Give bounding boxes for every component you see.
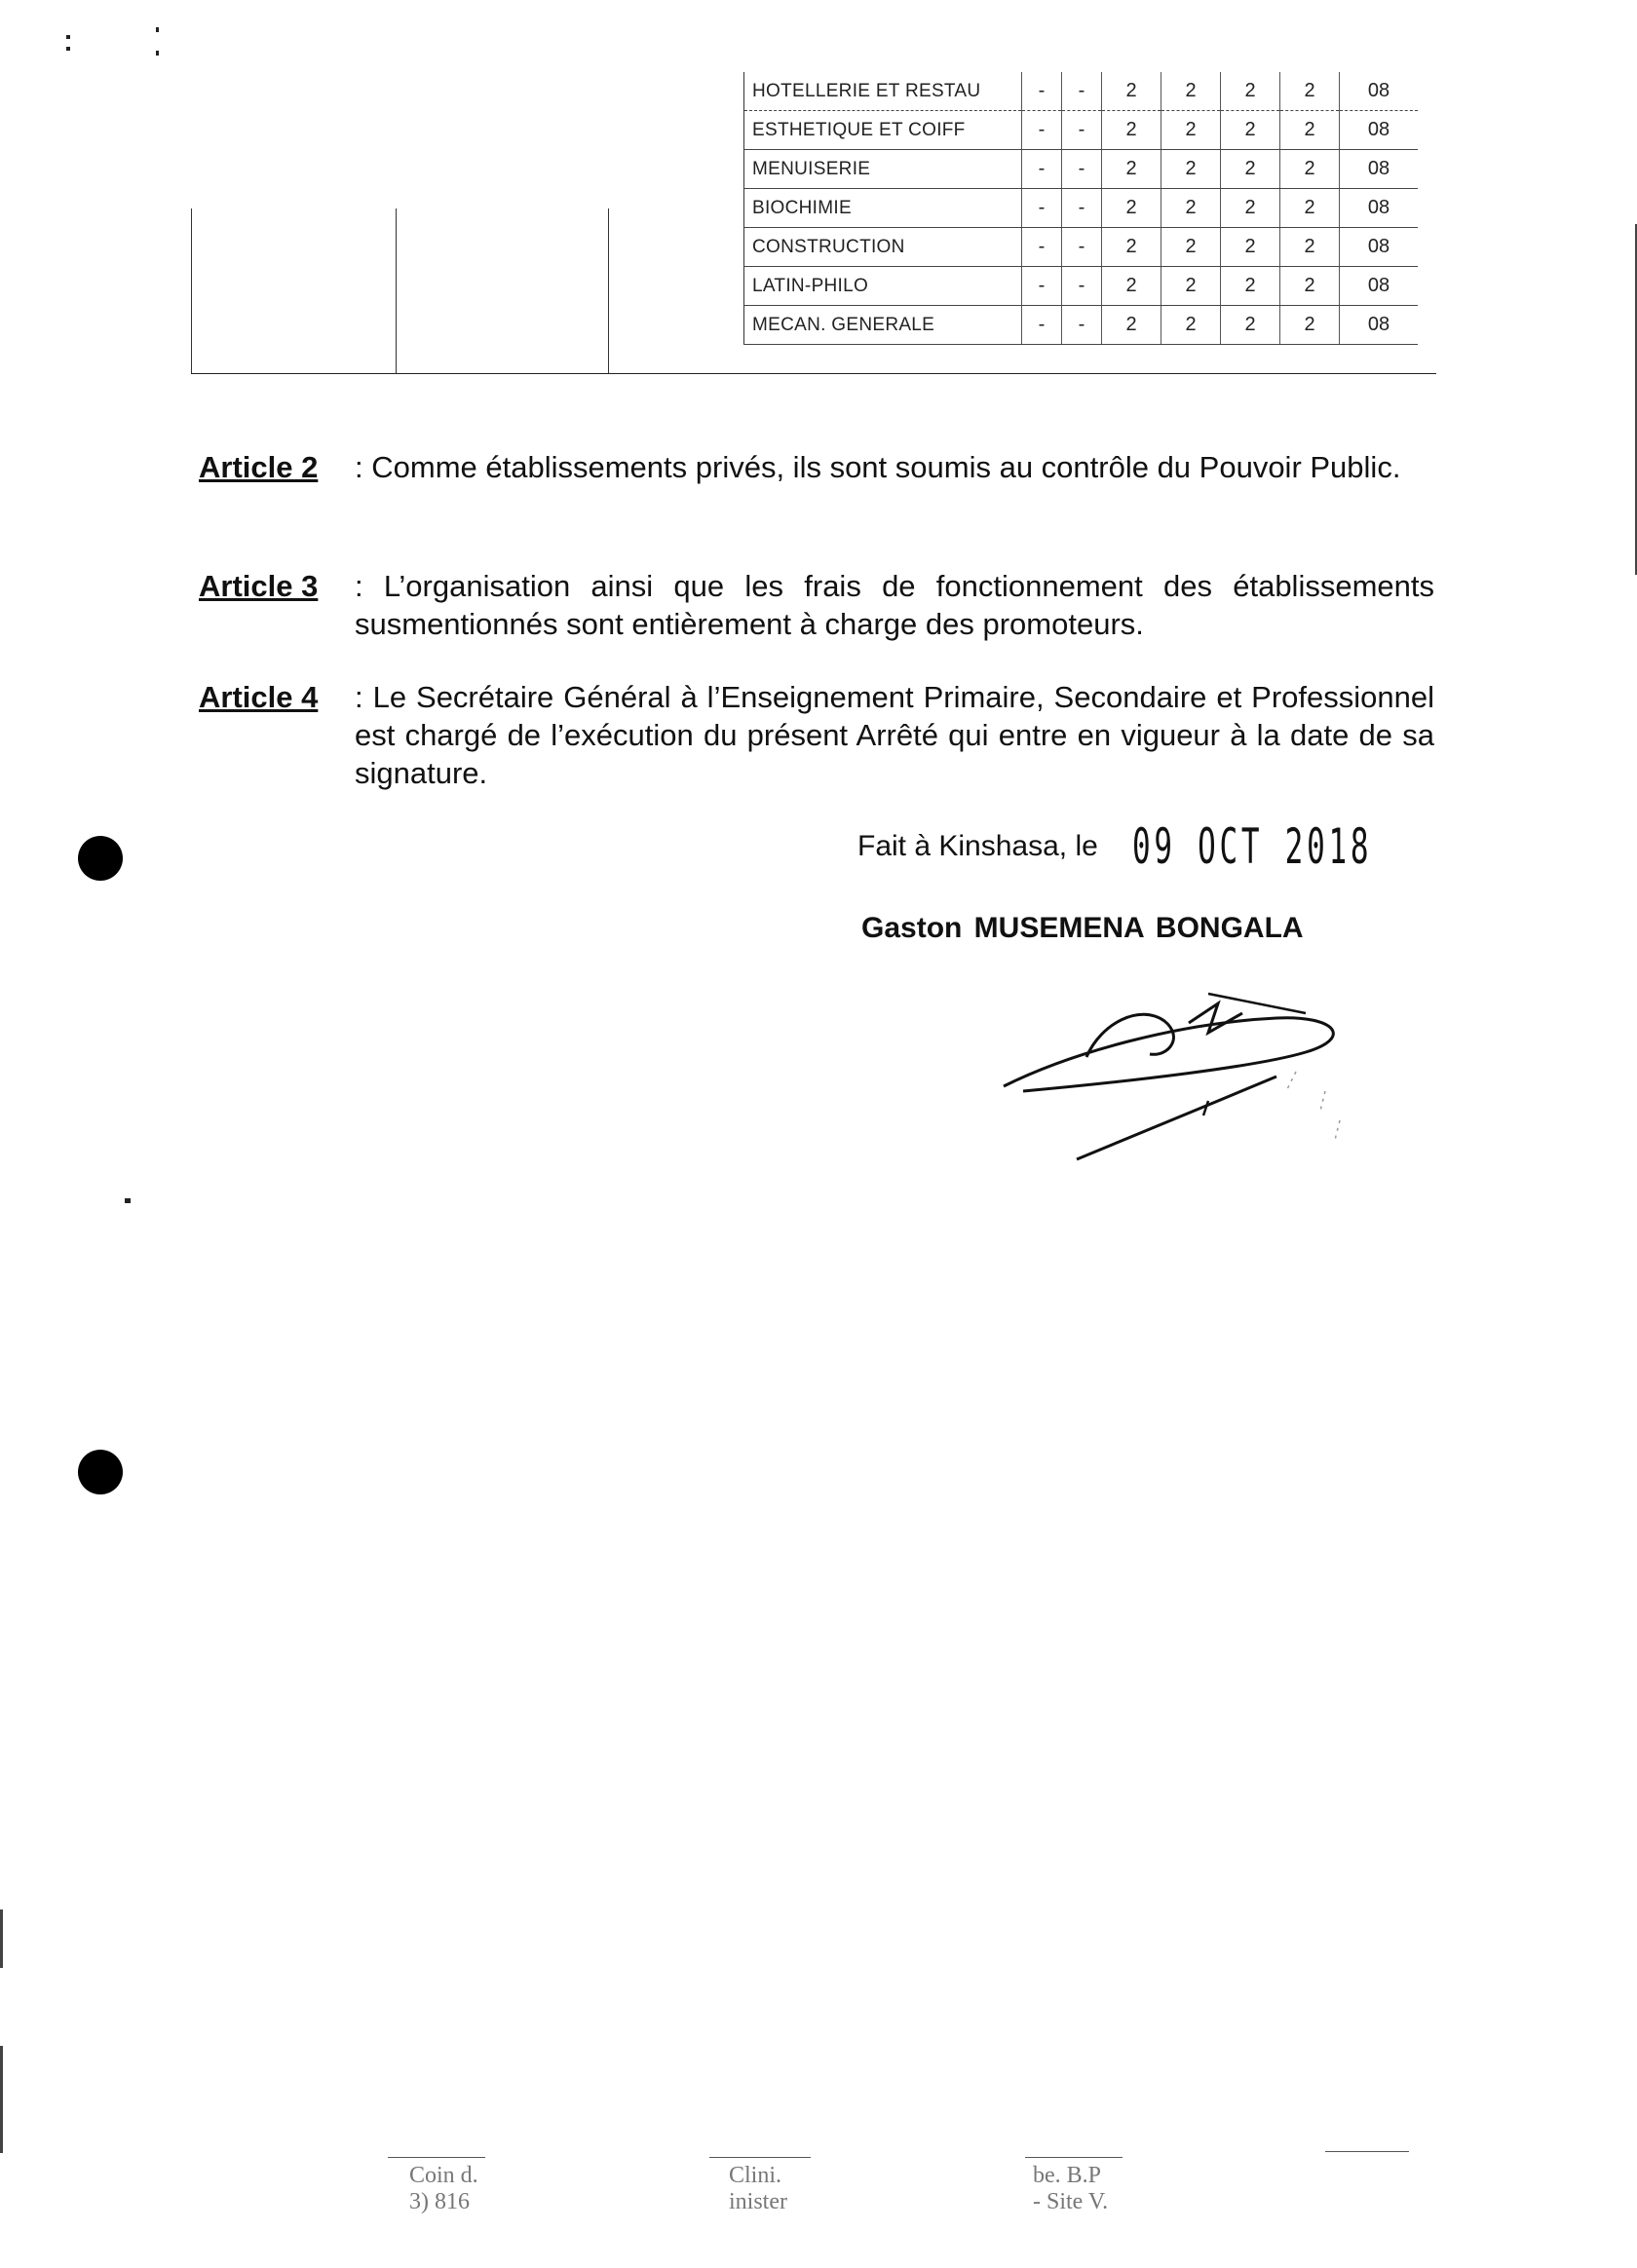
cell-total: 08 (1340, 150, 1419, 189)
cell-value: - (1022, 306, 1062, 345)
article-separator: : (355, 450, 363, 484)
cell-total: 08 (1340, 111, 1419, 150)
cell-total: 08 (1340, 228, 1419, 267)
cell-value: 2 (1161, 228, 1221, 267)
scan-speck (0, 1909, 3, 1968)
subject-name: MENUISERIE (744, 150, 1022, 189)
footer-rule (1025, 2157, 1123, 2158)
subject-name: LATIN-PHILO (744, 267, 1022, 306)
article-body: Comme établissements privés, ils sont soumis au contrôle du Pouvoir Public. (371, 450, 1401, 484)
cell-value: - (1022, 189, 1062, 228)
cell-value: - (1022, 111, 1062, 150)
cell-value: 2 (1280, 306, 1340, 345)
cell-value: 2 (1280, 150, 1340, 189)
table-row (744, 189, 1419, 228)
table-row (744, 111, 1419, 150)
cell-value: 2 (1221, 228, 1280, 267)
cell-value: 2 (1102, 189, 1161, 228)
cell-value: - (1062, 228, 1102, 267)
article-number: Article 2 (199, 450, 319, 484)
article-text (355, 678, 1434, 792)
article-label (199, 567, 318, 605)
scan-speck (0, 2046, 3, 2153)
article-label (199, 448, 318, 486)
subject-name: HOTELLERIE ET RESTAU (744, 72, 1022, 111)
footer-text: 3) 816 (409, 2189, 470, 2214)
cell-value: 2 (1221, 267, 1280, 306)
footer-rule (1325, 2151, 1409, 2152)
cell-value: 2 (1161, 267, 1221, 306)
article-body: Le Secrétaire Général à l’Enseignement Primaire, Secondaire et Professionnel est chargé de l’exécution du présent Arrêté qui entre en vigueur à la date de sa signature. (355, 680, 1434, 790)
cell-value: 2 (1221, 72, 1280, 111)
table-bottom-line (191, 373, 1436, 374)
cell-value: 2 (1280, 228, 1340, 267)
cell-value: - (1022, 150, 1062, 189)
subjects-table (743, 72, 1418, 345)
cell-value: 2 (1280, 111, 1340, 150)
cell-value: - (1062, 306, 1102, 345)
subject-name: ESTHETIQUE ET COIFF (744, 111, 1022, 150)
cell-value: 2 (1102, 228, 1161, 267)
cell-value: 2 (1221, 111, 1280, 150)
table-column-line (191, 208, 192, 374)
cell-value: 2 (1161, 111, 1221, 150)
cell-value: 2 (1161, 306, 1221, 345)
article-number: Article 3 (199, 569, 319, 603)
article-separator: : (355, 569, 363, 603)
cell-value: 2 (1102, 111, 1161, 150)
scan-speck (66, 47, 70, 51)
cell-value: 2 (1102, 150, 1161, 189)
table-row (744, 228, 1419, 267)
place-line: Fait à Kinshasa, le (857, 830, 1098, 862)
table-row (744, 267, 1419, 306)
cell-value: 2 (1161, 150, 1221, 189)
cell-value: - (1062, 267, 1102, 306)
cell-value: 2 (1102, 72, 1161, 111)
cell-value: - (1022, 72, 1062, 111)
cell-value: - (1062, 189, 1102, 228)
cell-value: 2 (1221, 306, 1280, 345)
cell-value: 2 (1161, 189, 1221, 228)
cell-value: 2 (1102, 267, 1161, 306)
footer-text: - Site V. (1033, 2189, 1109, 2214)
cell-value: 2 (1280, 267, 1340, 306)
table-row (744, 306, 1419, 345)
cell-total: 08 (1340, 72, 1419, 111)
cell-total: 08 (1340, 306, 1419, 345)
subject-name: BIOCHIMIE (744, 189, 1022, 228)
cell-value: 2 (1280, 72, 1340, 111)
date-stamp: 09 OCT 2018 (1132, 818, 1373, 875)
signer-name: Gaston MUSEMENA BONGALA (861, 912, 1304, 944)
article-3 (199, 567, 1434, 643)
footer-text: Clini. (729, 2163, 782, 2188)
article-label (199, 678, 318, 716)
cell-value: - (1022, 267, 1062, 306)
table-row (744, 72, 1419, 111)
footer-right (1033, 2163, 1108, 2215)
cell-value: 2 (1102, 306, 1161, 345)
article-4 (199, 678, 1434, 792)
punch-hole (78, 836, 123, 881)
article-text (355, 448, 1434, 486)
table-row (744, 150, 1419, 189)
scan-speck (66, 35, 70, 39)
cell-value: 2 (1221, 189, 1280, 228)
footer-text: be. B.P (1033, 2163, 1102, 2188)
article-body: L’organisation ainsi que les frais de fonctionnement des établissements susmentionnés sont entièrement à charge des promoteurs. (355, 569, 1434, 641)
footer-text: inister (729, 2189, 787, 2214)
footer-left (409, 2163, 478, 2215)
cell-value: - (1062, 150, 1102, 189)
subject-name: CONSTRUCTION (744, 228, 1022, 267)
punch-hole (78, 1450, 123, 1494)
handwritten-signature (984, 964, 1403, 1189)
article-text (355, 567, 1434, 643)
cell-total: 08 (1340, 267, 1419, 306)
footer-rule (388, 2157, 485, 2158)
cell-value: - (1062, 72, 1102, 111)
subject-name: MECAN. GENERALE (744, 306, 1022, 345)
article-number: Article 4 (199, 680, 319, 714)
cell-value: 2 (1161, 72, 1221, 111)
scan-speck (156, 27, 159, 32)
scan-speck (125, 1198, 131, 1203)
cell-total: 08 (1340, 189, 1419, 228)
cell-value: 2 (1280, 189, 1340, 228)
footer-middle (729, 2163, 787, 2215)
article-2 (199, 448, 1434, 486)
page-footer (0, 2143, 1637, 2241)
article-separator: : (355, 680, 363, 714)
table-column-line (608, 208, 609, 374)
scan-speck (156, 51, 159, 56)
footer-text: Coin d. (409, 2163, 478, 2188)
cell-value: - (1022, 228, 1062, 267)
table-column-line (396, 208, 397, 374)
footer-rule (709, 2157, 811, 2158)
cell-value: 2 (1221, 150, 1280, 189)
cell-value: - (1062, 111, 1102, 150)
